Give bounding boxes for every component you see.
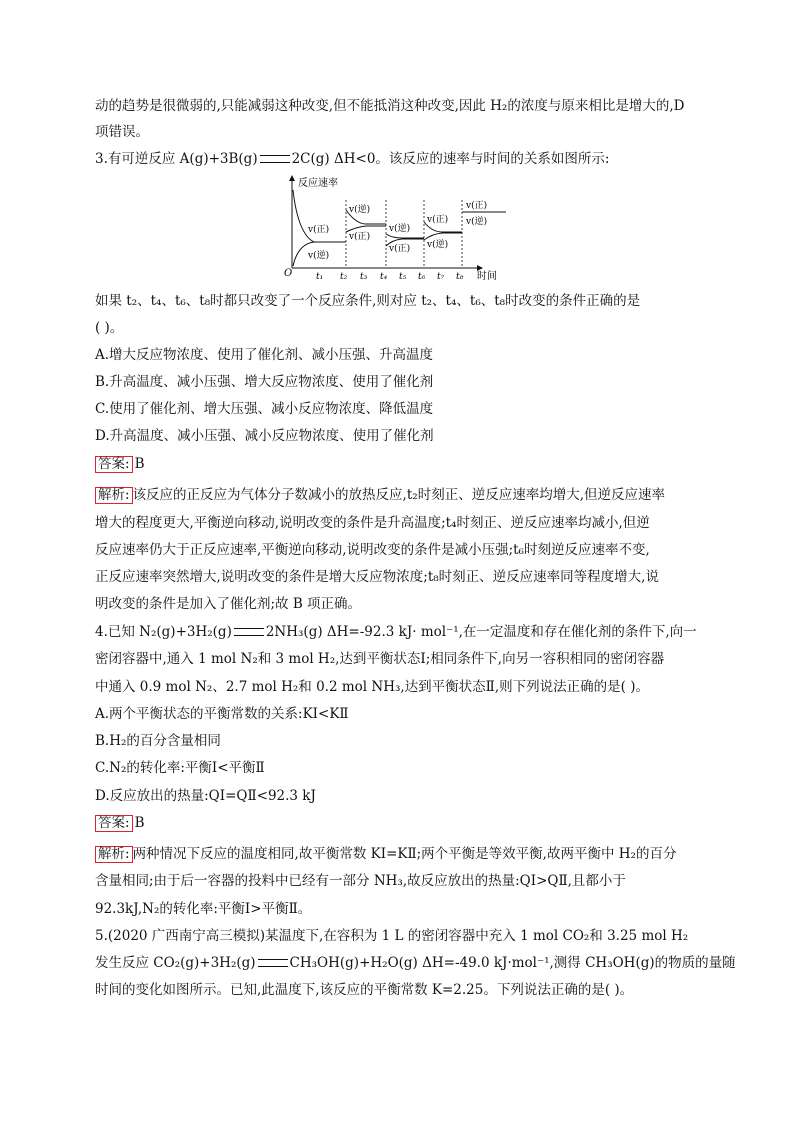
q4-option-d: D.反应放出的热量:QⅠ=QⅡ<92.3 kJ <box>95 788 316 804</box>
q5-stem-3: 时间的变化如图所示。已知,此温度下,该反应的平衡常数 K=2.25。下列说法正确的是( )。 <box>95 982 634 998</box>
tick-t6: t₆ <box>418 272 426 282</box>
answer-tag: 答案: <box>95 456 133 473</box>
tick-t1: t₁ <box>316 272 324 282</box>
q4-option-a: A.两个平衡状态的平衡常数的关系:KⅠ<KⅡ <box>95 706 349 722</box>
q3-option-c: C.使用了催化剂、增大压强、减小反应物浓度、降低温度 <box>95 401 434 417</box>
q3-analysis-line-4: 正反应速率突然增大,说明改变的条件是增大反应物浓度;t₈时刻正、逆反应速率同等程度增大,说 <box>95 569 659 585</box>
q4-stem-1: 4.已知 N₂(g)+3H₂(g) 2NH₃(g) ΔH=-92.3 kJ· mol⁻¹,在一定温度和存在催化剂的条件下,向一 <box>95 624 697 640</box>
equilibrium-arrow-icon <box>260 155 290 163</box>
q3-option-d: D.升高温度、减小压强、减小反应物浓度、使用了催化剂 <box>95 428 434 444</box>
label-v-reverse-2: v(逆) <box>349 205 371 215</box>
label-v-reverse-3: v(逆) <box>389 224 411 234</box>
q4-analysis-line-3: 92.3kJ,N₂的转化率:平衡Ⅰ>平衡Ⅱ。 <box>95 901 312 917</box>
intro-line-1: 动的趋势是很微弱的,只能减弱这种改变,但不能抵消这种改变,因此 H₂的浓度与原来相比是增大的,D <box>95 98 685 114</box>
q3-stem-2: 如果 t₂、t₄、t₆、t₈时都只改变了一个反应条件,则对应 t₂、t₄、t₆、t₈时改变的条件正确的是 <box>95 293 641 309</box>
q3-analysis-line-2: 增大的程度更大,平衡逆向移动,说明改变的条件是升高温度;t₄时刻正、逆反应速率均减小,但逆 <box>95 515 650 531</box>
label-v-forward-5: v(正) <box>466 201 488 211</box>
label-v-reverse-5: v(逆) <box>466 217 488 227</box>
curve-seg4-reverse <box>424 233 462 240</box>
q4-stem-3: 中通入 0.9 mol N₂、2.7 mol H₂和 0.2 mol NH₃,达到平衡状态Ⅱ,则下列说法正确的是( )。 <box>95 679 649 695</box>
label-v-forward-3: v(正) <box>389 244 411 254</box>
q4-analysis-line-1: 解析: 两种情况下反应的温度相同,故平衡常数 KⅠ=KⅡ;两个平衡是等效平衡,故两平衡中 H₂的百分 <box>95 846 676 863</box>
tick-t3: t₃ <box>360 272 368 282</box>
figure-origin: O <box>284 268 293 279</box>
q4-answer: 答案: B <box>95 815 144 832</box>
answer-tag: 答案: <box>95 815 133 832</box>
equilibrium-arrow-icon <box>234 628 264 636</box>
q5-stem-1: 5.(2020 广西南宁高三模拟)某温度下,在容积为 1 L 的密闭容器中充入 1 mol CO₂和 3.25 mol H₂ <box>95 928 689 944</box>
intro-line-2: 项错误。 <box>95 124 149 140</box>
tick-t8: t₈ <box>456 272 464 282</box>
label-v-reverse-4: v(逆) <box>427 240 449 250</box>
q3-stem: 3.有可逆反应 A(g)+3B(g) 2C(g) ΔH<0。该反应的速率与时间的关系如图所示: <box>95 151 610 167</box>
q3-option-b: B.升高温度、减小压强、增大反应物浓度、使用了催化剂 <box>95 374 434 390</box>
q3-analysis-line-5: 明改变的条件是加入了催化剂;故 B 项正确。 <box>95 596 362 612</box>
curve-seg3-reverse <box>386 234 424 238</box>
label-v-reverse-1: v(逆) <box>308 251 330 261</box>
q4-option-c: C.N₂的转化率:平衡Ⅰ<平衡Ⅱ <box>95 760 265 776</box>
q5-stem-2: 发生反应 CO₂(g)+3H₂(g) CH₃OH(g)+H₂O(g) ΔH=-49.0 kJ·mol⁻¹,测得 CH₃OH(g)的物质的量随 <box>95 955 736 971</box>
q3-analysis-line-3: 反应速率仍大于正反应速率,平衡逆向移动,说明改变的条件是减小压强;t₆时刻逆反应速率不变, <box>95 542 650 558</box>
equilibrium-arrow-icon <box>258 959 288 967</box>
q3-analysis-line-1: 解析: 该反应的正反应为气体分子数减小的放热反应,t₂时刻正、逆反应速率均增大,但逆反应速率 <box>95 487 665 504</box>
figure-xlabel: 时间 <box>477 271 497 282</box>
analysis-tag: 解析: <box>95 487 133 504</box>
label-v-forward-2: v(正) <box>349 232 371 242</box>
label-v-forward-1: v(正) <box>308 225 330 235</box>
rate-time-figure <box>270 172 510 284</box>
label-v-forward-4: v(正) <box>427 215 449 225</box>
q3-option-a: A.增大反应物浓度、使用了催化剂、减小压强、升高温度 <box>95 347 434 363</box>
q4-stem-2: 密闭容器中,通入 1 mol N₂和 3 mol H₂,达到平衡状态Ⅰ;相同条件下,向另一容积相同的密闭容器 <box>95 651 665 667</box>
q3-answer: 答案: B <box>95 456 144 473</box>
tick-t4: t₄ <box>380 272 388 282</box>
tick-t5: t₅ <box>399 272 407 282</box>
tick-t2: t₂ <box>340 272 348 282</box>
q4-option-b: B.H₂的百分含量相同 <box>95 733 221 749</box>
figure-ylabel: 反应速率 <box>298 178 338 189</box>
q4-analysis-line-2: 含量相同;由于后一容器的投料中已经有一部分 NH₃,故反应放出的热量:QⅠ>QⅡ,且都小于 <box>95 873 626 889</box>
analysis-tag: 解析: <box>95 846 133 863</box>
q3-paren: ( )。 <box>95 320 124 336</box>
tick-t7: t₇ <box>437 272 445 282</box>
